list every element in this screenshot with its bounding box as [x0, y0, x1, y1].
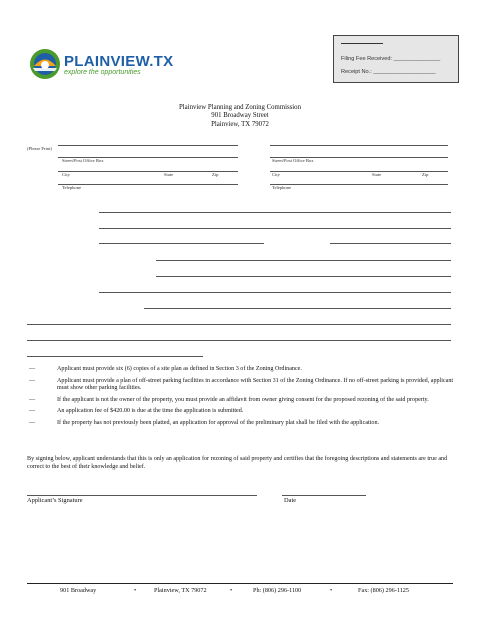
footer-bullet: •	[134, 587, 137, 594]
applicant-street-label: Street/Post Office Box	[62, 158, 104, 163]
office-use-box	[333, 35, 459, 83]
logo-tagline: explore the opportunities	[64, 69, 141, 76]
commission-street: 901 Broadway Street	[211, 112, 269, 120]
certification-text: By signing below, applicant understands that this is only an application for rezoning of said property and certifies that the foregoing descriptions and statements are true and correct to the best of their knowledge and belief.	[27, 456, 448, 470]
footer-phone: Ph: (806) 296-1100	[253, 587, 302, 594]
applicant-zip-label: Zip	[212, 172, 219, 177]
applicant-city-line[interactable]	[58, 171, 238, 172]
office-use-line	[341, 43, 383, 44]
form-line[interactable]	[99, 292, 451, 293]
list-item: — If the applicant is not the owner of the property, you must provide an affidavit from owner giving consent for the proposed rezoning of the said property.	[29, 396, 429, 403]
receipt-no-label: Receipt No.: ____________________	[341, 69, 436, 75]
form-line[interactable]	[99, 243, 264, 244]
form-line[interactable]	[330, 243, 451, 244]
form-line[interactable]	[27, 356, 203, 357]
applicant-telephone-label: Telephone	[62, 185, 82, 190]
sunburst-icon	[28, 47, 62, 81]
owner-city-label: City	[272, 172, 280, 177]
form-line[interactable]	[99, 228, 451, 229]
signature-line[interactable]	[27, 495, 257, 496]
requirements-list	[27, 366, 457, 432]
form-line[interactable]	[144, 308, 451, 309]
please-print-label: (Please Print)	[27, 146, 52, 151]
form-line[interactable]	[156, 276, 451, 277]
footer-city: Plainview, TX 79072	[154, 587, 207, 594]
applicant-state-label: State	[164, 172, 174, 177]
footer-fax: Fax: (806) 296-1125	[358, 587, 409, 594]
date-label: Date	[284, 497, 297, 504]
footer-bullet: •	[330, 587, 333, 594]
footer-divider	[27, 583, 453, 584]
logo-name: PLAINVIEW.TX	[64, 53, 174, 70]
applicant-name-line[interactable]	[58, 145, 238, 146]
list-item: — Applicant must provide six (6) copies of a site plan as defined in Section 3 of the Zoning Ordinance.	[29, 366, 302, 372]
owner-street-label: Street/Post Office Box	[272, 158, 314, 163]
form-line[interactable]	[99, 212, 451, 213]
owner-state-label: State	[372, 172, 382, 177]
plainview-logo	[28, 47, 178, 81]
form-line[interactable]	[27, 324, 451, 325]
list-item: — If the property has not previously been platted, an application for approval of the preliminary plat shall be filed with the application.	[29, 419, 380, 426]
date-line[interactable]	[282, 495, 366, 496]
applicant-city-label: City	[62, 172, 70, 177]
owner-zip-label: Zip	[422, 172, 429, 177]
list-item: — An application fee of $420.00 is due at the time the application is submitted.	[29, 408, 244, 415]
commission-header	[140, 104, 340, 129]
list-item: — Applicant must provide a plan of off-street parking facilities in accordance with Section 31 of the Zoning Ordinance. If no off-street parking is provided, applicant must show other parking facilities.	[29, 377, 454, 392]
commission-city: Plainview, TX 79072	[211, 120, 269, 128]
commission-name: Plainview Planning and Zoning Commission	[179, 104, 301, 111]
form-line[interactable]	[156, 260, 451, 261]
footer-address: 901 Broadway	[60, 587, 97, 594]
owner-name-line[interactable]	[270, 145, 448, 146]
filing-fee-label: Filing Fee Received: _______________	[341, 56, 441, 62]
owner-telephone-line[interactable]	[270, 184, 448, 185]
form-line[interactable]	[27, 340, 451, 341]
owner-telephone-label: Telephone	[272, 185, 292, 190]
footer-bullet: •	[230, 587, 233, 594]
applicant-telephone-line[interactable]	[58, 184, 238, 185]
signature-label: Applicant’s Signature	[27, 497, 83, 504]
